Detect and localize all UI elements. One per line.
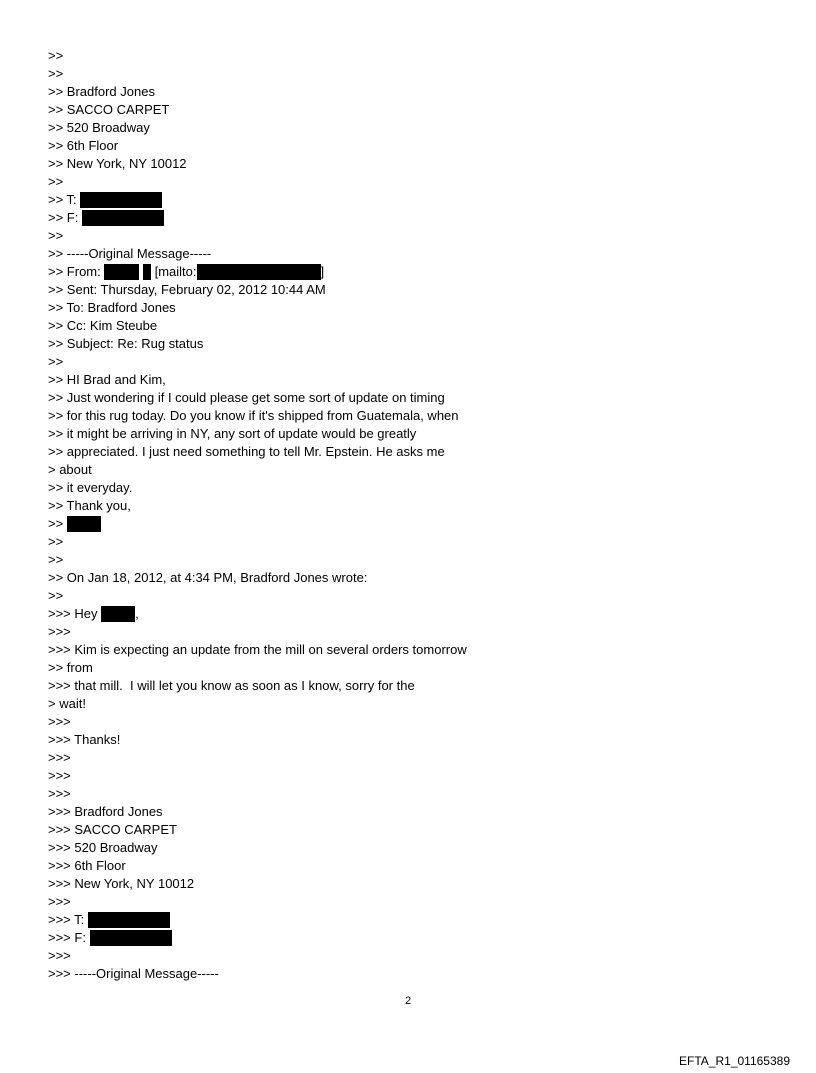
email-line-text: >>> 6th Floor (48, 858, 126, 873)
email-line (48, 497, 768, 515)
email-line (48, 587, 768, 605)
document-id: EFTA_R1_01165389 (679, 1054, 790, 1068)
email-line-text: >> (48, 228, 64, 243)
email-line-text: >>> (48, 750, 71, 765)
email-line-text: >> HI Brad and Kim, (48, 372, 166, 387)
email-line-text: >>> (48, 894, 71, 909)
email-line (48, 407, 768, 425)
email-line (48, 515, 768, 533)
email-line (48, 137, 768, 155)
email-line-text: >> (48, 516, 67, 531)
email-line (48, 371, 768, 389)
email-line (48, 749, 768, 767)
email-line (48, 335, 768, 353)
email-line-text: >> (48, 174, 64, 189)
email-line (48, 803, 768, 821)
email-line (48, 191, 768, 209)
email-line (48, 839, 768, 857)
email-line (48, 281, 768, 299)
page-number: 2 (404, 995, 412, 1007)
email-line-text: >> SACCO CARPET (48, 102, 170, 117)
email-line-text: >> (48, 354, 64, 369)
email-line-text: >> (48, 552, 64, 567)
email-line-text: >> (48, 66, 64, 81)
email-line (48, 425, 768, 443)
email-line-text: >> New York, NY 10012 (48, 156, 187, 171)
email-line-text: >>> (48, 624, 71, 639)
email-line-text: >> from (48, 660, 93, 675)
email-line-text: >> F: (48, 210, 82, 225)
email-line-text: >>> T: (48, 912, 88, 927)
email-line-text: >> From: (48, 264, 105, 279)
email-line-text: >> it might be arriving in NY, any sort of update would be greatly (48, 426, 417, 441)
email-line-text: >> appreciated. I just need something to tell Mr. Epstein. He asks me (48, 444, 445, 459)
email-line-text: >>> Thanks! (48, 732, 121, 747)
email-line (48, 893, 768, 911)
email-line-text: >>> Hey (48, 606, 102, 621)
email-line (48, 965, 768, 983)
email-line-text: , (135, 606, 139, 621)
email-line-text: >>> New York, NY 10012 (48, 876, 195, 891)
email-line-text: >> Just wondering if I could please get some sort of update on timing (48, 390, 445, 405)
email-line-text: >> Thank you, (48, 498, 131, 513)
email-line-text: >>> SACCO CARPET (48, 822, 177, 837)
email-line-text: >>> 520 Broadway (48, 840, 158, 855)
email-line-text: >> 6th Floor (48, 138, 119, 153)
email-line (48, 119, 768, 137)
email-line (48, 173, 768, 191)
email-line-text: >>> F: (48, 930, 90, 945)
redaction-box (82, 210, 164, 226)
email-line (48, 875, 768, 893)
redaction-box (104, 264, 139, 280)
email-line-text: >>> that mill. I will let you know as soon as I know, sorry for the (48, 678, 415, 693)
email-line (48, 569, 768, 587)
email-line (48, 929, 768, 947)
email-line-text: > wait! (48, 696, 86, 711)
email-line-text: >>> Kim is expecting an update from the mill on several orders tomorrow (48, 642, 467, 657)
email-line (48, 551, 768, 569)
email-line-text: >>> (48, 786, 71, 801)
redaction-box (101, 606, 135, 622)
email-line (48, 389, 768, 407)
email-line (48, 461, 768, 479)
email-line-text: >>> -----Original Message----- (48, 966, 219, 981)
email-line (48, 677, 768, 695)
email-line-text: >> T: (48, 192, 81, 207)
email-line (48, 227, 768, 245)
email-line-text: >> (48, 588, 64, 603)
email-line (48, 713, 768, 731)
email-line (48, 155, 768, 173)
email-line-text: >> To: Bradford Jones (48, 300, 176, 315)
email-line (48, 65, 768, 83)
email-line (48, 209, 768, 227)
email-line-text: > about (48, 462, 92, 477)
email-line (48, 533, 768, 551)
email-line (48, 317, 768, 335)
email-line-text: >> it everyday. (48, 480, 133, 495)
redaction-box (88, 912, 170, 928)
email-line-text: ] (320, 264, 325, 279)
email-line-text: >>> (48, 714, 71, 729)
email-line (48, 695, 768, 713)
email-line-text: [mailto: (150, 264, 197, 279)
redaction-box (67, 516, 101, 532)
email-line-text: >>> (48, 948, 71, 963)
email-line (48, 47, 768, 65)
email-thread-body (48, 47, 768, 983)
redaction-box (197, 264, 321, 280)
email-line (48, 911, 768, 929)
email-line-text: >> Sent: Thursday, February 02, 2012 10:44 AM (48, 282, 326, 297)
email-line (48, 479, 768, 497)
email-line (48, 443, 768, 461)
email-line-text: >> Cc: Kim Steube (48, 318, 158, 333)
email-line (48, 263, 768, 281)
email-line (48, 857, 768, 875)
email-line (48, 641, 768, 659)
email-line (48, 83, 768, 101)
email-line-text: >> for this rug today. Do you know if it's shipped from Guatemala, when (48, 408, 459, 423)
email-line-text: >> (48, 534, 64, 549)
email-line-text: >> Subject: Re: Rug status (48, 336, 204, 351)
email-line (48, 767, 768, 785)
email-line-text: >>> (48, 768, 71, 783)
redaction-box (143, 264, 151, 280)
email-line (48, 659, 768, 677)
email-line-text: >> (48, 48, 64, 63)
email-line (48, 353, 768, 371)
email-line (48, 299, 768, 317)
email-line (48, 821, 768, 839)
email-line (48, 605, 768, 623)
email-line (48, 947, 768, 965)
email-line (48, 245, 768, 263)
email-line-text: >> Bradford Jones (48, 84, 155, 99)
email-line-text: >>> Bradford Jones (48, 804, 163, 819)
email-line (48, 785, 768, 803)
email-line-text: >> 520 Broadway (48, 120, 150, 135)
redaction-box (80, 192, 162, 208)
email-line-text: >> On Jan 18, 2012, at 4:34 PM, Bradford Jones wrote: (48, 570, 368, 585)
email-line (48, 101, 768, 119)
redaction-box (90, 930, 172, 946)
email-line-text: >> -----Original Message----- (48, 246, 212, 261)
email-line (48, 623, 768, 641)
email-line (48, 731, 768, 749)
